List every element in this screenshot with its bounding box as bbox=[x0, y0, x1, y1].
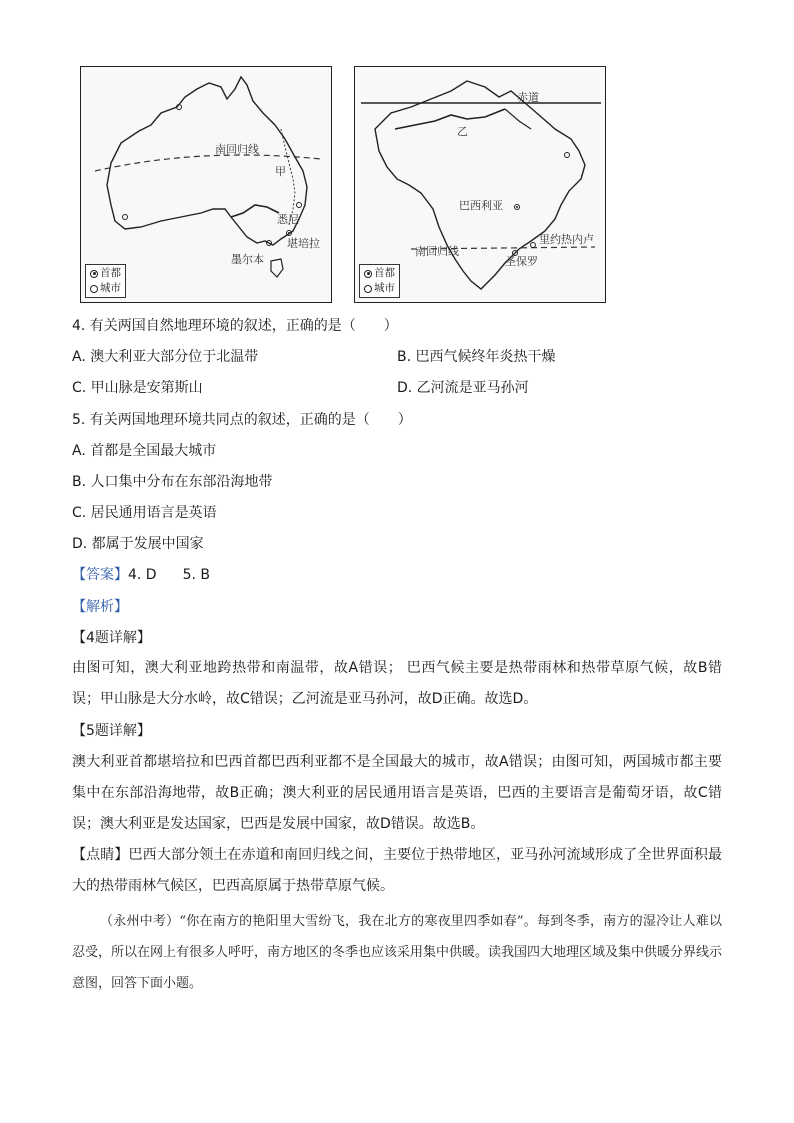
answer-tag: 【答案】 bbox=[72, 567, 128, 583]
tropic-label: 南回归线 bbox=[215, 143, 259, 156]
legend-capital: 首都 bbox=[374, 267, 395, 279]
q5-stem: 5. 有关两国地理环境共同点的叙述，正确的是（ ） bbox=[72, 412, 412, 428]
detail5-heading: 【5题详解】 bbox=[72, 723, 151, 739]
murray-river bbox=[231, 205, 279, 217]
equator-label: 赤道 bbox=[517, 91, 539, 104]
q4-option-a: A. 澳大利亚大部分位于北温带 bbox=[72, 349, 259, 365]
city-icon bbox=[90, 285, 98, 293]
brasilia-label: 巴西利亚 bbox=[459, 199, 503, 212]
analysis-heading bbox=[72, 597, 128, 617]
answer-q5: 5. B bbox=[182, 567, 211, 583]
tip-tag: 【点睛】 bbox=[72, 847, 129, 863]
tip-text: 巴西大部分领土在赤道和南回归线之间，主要位于热带地区，亚马孙河流域形成了全世界面积最大的热带雨林气候区，巴西高原属于热带草原气候。 bbox=[72, 847, 723, 894]
q5-option-d: D. 都属于发展中国家 bbox=[72, 536, 204, 552]
brazil-outline bbox=[375, 81, 585, 289]
capital-icon bbox=[90, 270, 98, 278]
capital-icon bbox=[364, 270, 372, 278]
answer-q4: 4. D bbox=[128, 567, 157, 583]
q5-option-c: C. 居民通用语言是英语 bbox=[72, 505, 217, 521]
q4-option-c: C. 甲山脉是安第斯山 bbox=[72, 380, 203, 396]
q4-stem: 4. 有关两国自然地理环境的叙述，正确的是（ ） bbox=[72, 318, 398, 334]
legend-city: 城市 bbox=[100, 282, 121, 294]
capital-center bbox=[288, 232, 290, 234]
melbourne-label: 墨尔本 bbox=[231, 253, 264, 266]
jia-label: 甲 bbox=[275, 165, 286, 178]
rio-dot bbox=[531, 243, 536, 248]
sydney-dot bbox=[297, 203, 302, 208]
legend-city: 城市 bbox=[374, 282, 395, 294]
analysis-tag: 【解析】 bbox=[72, 599, 128, 615]
yi-label: 乙 bbox=[457, 125, 468, 138]
q4-option-b: B. 巴西气候终年炎热干燥 bbox=[397, 349, 556, 365]
brazil-map bbox=[354, 66, 606, 303]
sydney-label: 悉尼 bbox=[277, 213, 299, 226]
map-legend bbox=[359, 264, 400, 298]
rio-label: 里约热内卢 bbox=[539, 233, 594, 246]
capital-center bbox=[516, 206, 518, 208]
city-dot bbox=[123, 215, 128, 220]
city-dot bbox=[565, 153, 570, 158]
tasmania-outline bbox=[271, 259, 283, 277]
detail4-text: 由图可知，澳大利亚地跨热带和南温带，故A错误； 巴西气候主要是热带雨林和热带草原气候，故B错误；甲山脉是大分水岭，故C错误；乙河流是亚马孙河，故D正确。故选D。 bbox=[72, 660, 722, 707]
detail5-text: 澳大利亚首都堪培拉和巴西首都巴西利亚都不是全国最大的城市，故A错误；由图可知，两国城市都主要集中在东部沿海地带，故B正确；澳大利亚的居民通用语言是英语，巴西的主要语言是葡萄牙语，故C错误；澳大利亚是发达国家，巴西是发展中国家，故D错误。故选B。 bbox=[72, 754, 722, 832]
tributary bbox=[505, 109, 531, 129]
tropic-label: 南回归线 bbox=[415, 245, 459, 258]
q4-option-d: D. 乙河流是亚马孙河 bbox=[397, 380, 529, 396]
legend-capital: 首都 bbox=[100, 267, 121, 279]
q5-option-a: A. 首都是全国最大城市 bbox=[72, 443, 217, 459]
amazon-river bbox=[395, 109, 505, 129]
q5-option-b: B. 人口集中分布在东部沿海地带 bbox=[72, 474, 273, 490]
next-question-intro: （永州中考）“你在南方的艳阳里大雪纷飞，我在北方的寒夜里四季如春”。每到冬季，南方的湿冷让人难以忍受，所以在网上有很多人呼吁，南方地区的冬季也应该采用集中供暖。读我国四大地理区域及集中供暖分界线示意图，回答下面小题。 bbox=[72, 914, 723, 991]
map-legend bbox=[85, 264, 126, 298]
canberra-label: 堪培拉 bbox=[287, 237, 320, 250]
australia-map bbox=[80, 66, 332, 303]
saopaulo-label: 圣保罗 bbox=[505, 255, 538, 268]
answer-line bbox=[72, 565, 210, 585]
city-icon bbox=[364, 285, 372, 293]
detail4-heading: 【4题详解】 bbox=[72, 630, 151, 646]
tip-paragraph bbox=[72, 840, 722, 902]
